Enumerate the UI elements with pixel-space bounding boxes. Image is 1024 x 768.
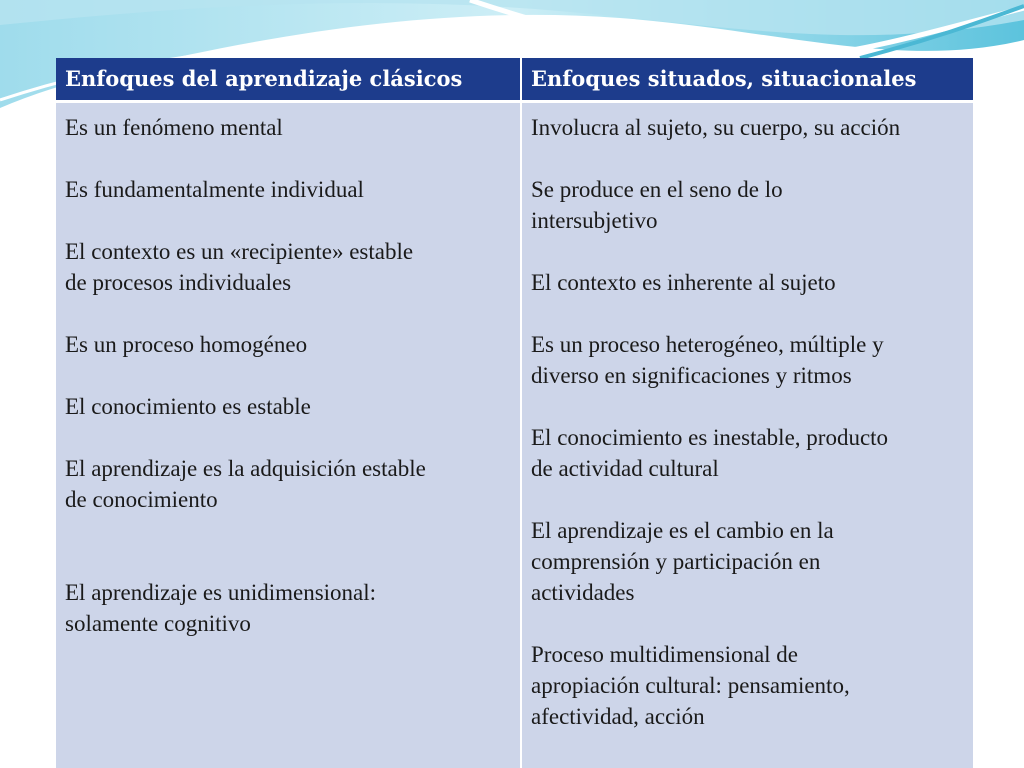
cell-text-line: Es un fenómeno mental — [65, 115, 283, 140]
cell-text-line — [531, 484, 959, 515]
cell-text-line — [65, 143, 506, 174]
table-row — [56, 102, 973, 768]
cell-text-line: Es un proceso homogéneo — [65, 332, 308, 357]
cell-situated-approaches — [521, 102, 973, 768]
left-cell-lines — [65, 112, 506, 639]
header-classic-approaches: Enfoques del aprendizaje clásicos — [56, 58, 521, 102]
cell-text-line: El contexto es inherente al sujeto — [531, 270, 836, 295]
cell-text-line — [65, 205, 506, 236]
cell-text-line — [531, 143, 959, 174]
cell-text-line — [65, 360, 506, 391]
cell-text-line: apropiación cultural: pensamiento, — [531, 673, 850, 698]
cell-text-line: de procesos individuales — [65, 270, 292, 295]
cell-text-line — [65, 422, 506, 453]
cell-text-line: El conocimiento es estable — [65, 394, 311, 419]
cell-text-line: diverso en significaciones y ritmos — [531, 363, 852, 388]
comparison-table — [56, 58, 973, 768]
cell-classic-approaches — [56, 102, 521, 768]
cell-text-line — [531, 298, 959, 329]
cell-text-line: El aprendizaje es la adquisición estable — [65, 456, 426, 481]
cell-text-line: solamente cognitivo — [65, 611, 251, 636]
right-cell-lines — [531, 112, 959, 732]
cell-text-line: El conocimiento es inestable, producto — [531, 425, 889, 450]
cell-text-line: Proceso multidimensional de — [531, 642, 799, 667]
cell-text-line — [65, 546, 506, 577]
cell-text-line — [531, 391, 959, 422]
cell-text-line: Es un proceso heterogéneo, múltiple y — [531, 332, 884, 357]
cell-text-line: de actividad cultural — [531, 456, 719, 481]
cell-text-line — [531, 236, 959, 267]
cell-text-line: comprensión y participación en — [531, 549, 821, 574]
cell-text-line: Es fundamentalmente individual — [65, 177, 364, 202]
cell-text-line — [531, 608, 959, 639]
cell-text-line: de conocimiento — [65, 487, 218, 512]
table-header-row — [56, 58, 973, 102]
cell-text-line: afectividad, acción — [531, 704, 705, 729]
cell-text-line: El aprendizaje es el cambio en la — [531, 518, 834, 543]
cell-text-line: El contexto es un «recipiente» estable — [65, 239, 414, 264]
cell-text-line: Involucra al sujeto, su cuerpo, su acción — [531, 115, 901, 140]
cell-text-line — [65, 298, 506, 329]
cell-text-line — [65, 515, 506, 546]
cell-text-line: actividades — [531, 580, 635, 605]
cell-text-line: El aprendizaje es unidimensional: — [65, 580, 377, 605]
header-situated-approaches: Enfoques situados, situacionales — [521, 58, 973, 102]
cell-text-line: Se produce en el seno de lo — [531, 177, 783, 202]
cell-text-line: intersubjetivo — [531, 208, 658, 233]
